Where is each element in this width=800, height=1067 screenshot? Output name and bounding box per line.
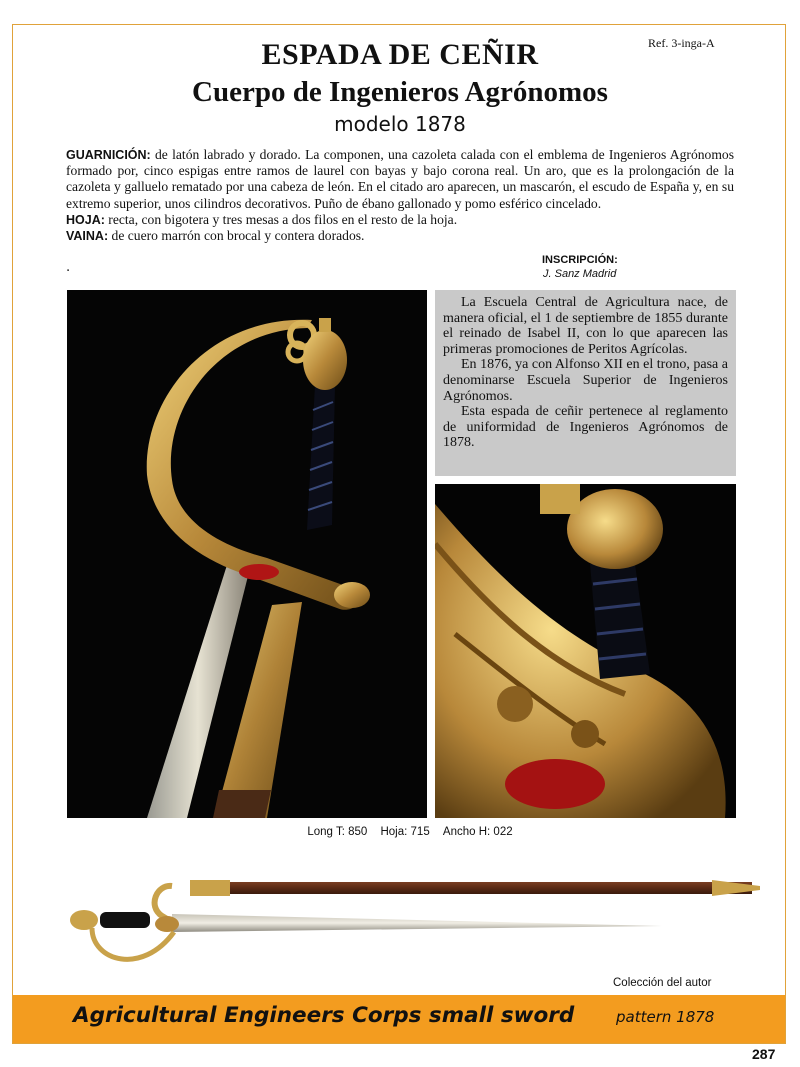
vaina-paragraph (66, 228, 734, 244)
inscription-value: J. Sanz Madrid (543, 268, 617, 280)
guarnicion-text: de latón labrado y dorado. La componen, una cazoleta calada con el emblema de Ingenieros Agrónomos formado por, cinco espigas entre ramos de laurel con bayas y bajo corona real. Un aro, que es la prolongación de la cazoleta y galluelo rematado por una cabeza de león. En el citado aro aparecen, un mascarón, el escudo de España y, en su extremo superior, unos cilindros decorativos. Puño de ébano gallonado y pomo esférico cincelado. (66, 147, 734, 211)
page-title: ESPADA DE CEÑIR (261, 38, 539, 71)
trailing-dot: . (66, 260, 71, 275)
english-title: Agricultural Engineers Corps small sword (73, 1003, 575, 1028)
english-pattern: pattern 1878 (616, 1008, 715, 1026)
guarnicion-label: GUARNICIÓN: (66, 148, 151, 162)
reference-code: Ref. 3-inga-A (648, 36, 715, 50)
collection-credit: Colección del autor (613, 977, 712, 989)
description-block (66, 147, 734, 244)
history-paragraph-1: La Escuela Central de Agricultura nace, de manera oficial, el 1 de septiembre de 1855 durante el reinado de Isabel II, con lo que aparecen las primeras promociones de Peritos Agrícolas. (443, 295, 728, 357)
hoja-text: recta, con bigotera y tres mesas a dos filos en el resto de la hoja. (104, 211, 458, 227)
hilt-detail-illustration (435, 484, 736, 818)
page-subtitle: Cuerpo de Ingenieros Agrónomos (192, 76, 608, 108)
history-paragraph-2: En 1876, ya con Alfonso XII en el trono, pasa a denominarse Escuela Superior de Ingenieros Agrónomos. (443, 357, 728, 404)
model-year: modelo 1878 (334, 112, 466, 136)
measurements (0, 826, 800, 838)
hilt-illustration (67, 290, 427, 818)
full-sword-illustration (62, 866, 772, 982)
full-sword-photo (62, 866, 772, 982)
inscription-label: INSCRIPCIÓN: (542, 254, 618, 266)
english-title-banner (13, 995, 785, 1043)
blade-width: Ancho H: 022 (442, 826, 513, 838)
total-length: Long T: 850 (307, 826, 368, 838)
hilt-detail-photo (435, 484, 736, 818)
blade-length: Hoja: 715 (380, 826, 430, 838)
history-paragraph-3: Esta espada de ceñir pertenece al reglamento de uniformidad de Ingenieros Agrónomos de 1878. (443, 404, 728, 451)
vaina-label: VAINA: (66, 229, 109, 244)
hoja-label: HOJA: (66, 212, 105, 227)
vaina-text: de cuero marrón con brocal y contera dorados. (108, 228, 365, 244)
hoja-paragraph (66, 212, 734, 228)
history-box (435, 290, 736, 476)
page-number: 287 (752, 1046, 776, 1062)
hilt-photo (67, 290, 427, 818)
guarnicion-paragraph (66, 147, 734, 212)
